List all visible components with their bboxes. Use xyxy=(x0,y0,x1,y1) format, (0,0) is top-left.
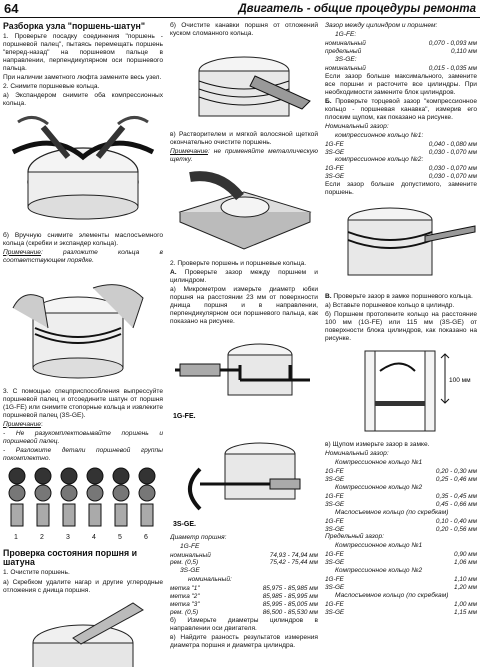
spec-engine: 1G-FE: xyxy=(335,31,357,39)
spec-key: номинальный xyxy=(325,64,366,72)
spec-engine: 3S-GE xyxy=(180,567,200,575)
item-label: Б. xyxy=(325,97,332,105)
spec-sub: Маслосъемное кольцо (по скребкам) xyxy=(335,508,449,516)
table-row xyxy=(325,601,477,609)
table-row xyxy=(325,165,477,173)
spec-sub: компрессионное кольцо №1: xyxy=(335,131,424,139)
note-label: Примечание xyxy=(3,420,41,428)
section-heading-check: Проверка состояния поршня и шатуна xyxy=(3,548,137,568)
spec-table xyxy=(325,601,477,617)
table-row xyxy=(325,493,477,501)
spec-sub: Компрессионное кольцо №2 xyxy=(335,567,423,575)
table-row xyxy=(325,65,477,73)
spec-key: 1G-FE xyxy=(325,140,344,148)
column-2 xyxy=(170,22,318,667)
table-row xyxy=(325,559,477,567)
paragraph: б) Вручную снимите элементы маслосъемного кольца (скребки и экспандер кольца). xyxy=(3,231,163,247)
table-row xyxy=(170,593,318,601)
spec-value: 85,985 - 85,995 мм xyxy=(262,593,318,601)
paragraph: в) Щупом измерьте зазор в замке. xyxy=(325,441,430,449)
spec-key: 3S-GE xyxy=(325,608,345,616)
page-header xyxy=(0,0,480,18)
spec-table xyxy=(325,468,477,484)
table-row xyxy=(325,173,477,181)
spec-table-ring1 xyxy=(325,141,477,157)
spec-key: рем. (0,5) xyxy=(170,608,199,616)
spec-value: 0,030 - 0,070 мм xyxy=(428,148,477,156)
spec-key: 3S-GE xyxy=(325,583,345,591)
spec-value: 0,20 - 0,30 мм xyxy=(435,468,477,476)
spec-value: 0,20 - 0,56 мм xyxy=(435,525,477,533)
table-row xyxy=(325,609,477,617)
spec-table-1gfe xyxy=(170,552,318,568)
spec-key: 1G-FE xyxy=(325,576,344,584)
spec-key: предельный xyxy=(325,47,362,55)
figure-brush-tray xyxy=(170,167,318,255)
figure-ring-expander xyxy=(3,112,163,227)
spec-value: 86,500 - 85,530 мм xyxy=(262,608,318,616)
column-3 xyxy=(325,22,477,667)
spec-sub: Компрессионное кольцо №1 xyxy=(335,459,423,467)
spec-value: 0,90 мм xyxy=(454,551,477,559)
spec-key: 1G-FE xyxy=(325,551,344,559)
spec-key: номинальный xyxy=(325,40,366,48)
note-text: - Не разукомплектовывайте поршень и поршневой палец. xyxy=(3,429,163,445)
spec-engine: 3S-GE: xyxy=(335,55,357,63)
spec-table xyxy=(325,576,477,592)
spec-table-gap-3sge xyxy=(325,65,477,73)
spec-engine: 1G-FE xyxy=(180,542,200,550)
spec-table-ring2 xyxy=(325,165,477,181)
table-row xyxy=(325,576,477,584)
spec-sub: компрессионное кольцо №2: xyxy=(335,156,424,164)
note-text: : разложите кольца в соответствующем порядке. xyxy=(3,248,163,264)
paragraph: б) Поршнем протолкните кольцо на расстояние 100 мм (1G-FE) или 115 мм (3S-GE) от поверхности блока цилиндров, как показано на рисунке. xyxy=(325,311,477,343)
paragraph: 1. Проверьте посадку соединения "поршень - поршневой палец", пытаясь перемещать поршень "вперед-назад" на поршневом пальце в направлении, перпендикулярном оси поршневого пальца. xyxy=(3,33,163,73)
table-row xyxy=(170,559,318,567)
table-row xyxy=(325,518,477,526)
figure-number: 4 xyxy=(92,533,96,541)
spec-table xyxy=(325,551,477,567)
table-row xyxy=(325,149,477,157)
figure-scraper xyxy=(3,598,163,667)
spec-value: 0,45 - 0,66 мм xyxy=(435,500,477,508)
spec-key: 3S-GE xyxy=(325,476,345,484)
spec-key: метка "3" xyxy=(170,600,200,608)
table-row xyxy=(170,585,318,593)
figure-number: 2 xyxy=(40,533,44,541)
figure-oil-ring xyxy=(3,268,163,383)
spec-value: 0,25 - 0,46 мм xyxy=(435,476,477,484)
paragraph: 2. Проверьте поршень и поршневые кольца. xyxy=(170,260,307,268)
figure-number: 5 xyxy=(118,533,122,541)
spec-key: 3S-GE xyxy=(325,173,345,181)
spec-sub: Компрессионное кольцо №2 xyxy=(335,484,423,492)
table-row xyxy=(170,552,318,560)
figure-label-3sge: 3S-GE. xyxy=(173,520,196,528)
spec-value: 0,040 - 0,080 мм xyxy=(428,140,477,148)
spec-value: 0,030 - 0,070 мм xyxy=(428,173,477,181)
spec-sub: Маслосъемное кольцо (по скребкам) xyxy=(335,591,449,599)
figure-label-1gfe: 1G-FE. xyxy=(173,412,196,420)
spec-value: 0,10 - 0,40 мм xyxy=(435,517,477,525)
section-heading-disassembly: Разборка узла "поршень-шатун" xyxy=(3,22,146,31)
table-row xyxy=(325,551,477,559)
paragraph: а) Микрометром измерьте диаметр юбки поршня на расстоянии 23 мм от поверхности днища поршня и в направлении, перпендикулярном оси поршневого пальца, как показано на рисунке. xyxy=(170,286,318,326)
paragraph: б) Измерьте диаметры цилиндров в направлении оси двигателя. xyxy=(170,616,318,632)
item-label: А. xyxy=(170,269,177,277)
spec-title: Диаметр поршня: xyxy=(170,533,227,541)
paragraph: Если зазор больше максимального, замените все поршни и расточите все цилиндры. При необходимости замените блок цилиндров. xyxy=(325,72,477,96)
spec-value: 85,975 - 85,985 мм xyxy=(262,585,318,593)
spec-title: Зазор между цилиндром и поршнем: xyxy=(325,22,438,29)
paragraph: а) Вставьте поршневое кольцо в цилиндр. xyxy=(325,302,455,310)
spec-value: 1,20 мм xyxy=(454,583,477,591)
paragraph: Проверьте торцевой зазор "компрессионное кольцо - поршневая канавка", измерив его плоским щупом, как показано на рисунке. xyxy=(325,97,477,121)
figure-number: 1 xyxy=(14,533,18,541)
column-1: Разборка узла "поршень-шатун" 1. Проверьте посадку соединения "поршень - поршневой палец", пытаясь перемещать поршень "вперед-назад" на поршневом пальце в направлении, перпендикулярном оси поршневого пальца. При наличии заметного люфта замените весь узел. 2. Снимите поршневые кольца. а) Экспандером снимите оба компрессионных кольца. б) Вручную снимите элементы маслосъемного кольца (скребки и экспандер кольца). Примечание: разложите кольца в соответствующем порядке. 3. С помощью спецприспособления выпрессуйте поршневой палец и отсоедините шатун от поршня (1G-FE) или снимите стопорные кольца и извлеките поршневой палец (3S-GE). Примечание: - Не разукомплектовывайте поршень и поршневой палец. - Разложите детали поршневой группы покомплектно. 1 2 3 4 5 6 Проверка состояния поршня и шатуна 1. Очистите поршень. а) Скребком удалите нагар и другие углеродные отложения с днища поршня. xyxy=(3,22,163,667)
paragraph: 1. Очистите поршень. xyxy=(3,569,70,577)
spec-title: Номинальный зазор: xyxy=(325,122,389,130)
figure-feeler-gauge xyxy=(325,200,477,288)
figure-groove-clean xyxy=(170,41,318,126)
spec-value: 1,06 мм xyxy=(454,559,477,567)
table-row xyxy=(325,141,477,149)
spec-key: 3S-GE xyxy=(325,148,345,156)
spec-value: 85,995 - 85,005 мм xyxy=(262,600,318,608)
paragraph: а) Экспандером снимите оба компрессионных кольца. xyxy=(3,92,163,108)
spec-value: 74,93 - 74,94 мм xyxy=(269,551,318,559)
table-row xyxy=(325,584,477,592)
page-number: 64 xyxy=(4,1,19,16)
paragraph: 2. Снимите поршневые кольца. xyxy=(3,83,100,91)
paragraph: а) Скребком удалите нагар и другие углеродные отложения с днища поршня. xyxy=(3,578,163,594)
spec-sub: номинальный: xyxy=(188,576,232,584)
spec-key: 1G-FE xyxy=(325,600,344,608)
spec-key: 1G-FE xyxy=(325,468,344,476)
figure-micrometer-3sge xyxy=(170,429,318,529)
note-label: Примечание xyxy=(3,248,41,256)
table-row xyxy=(325,501,477,509)
paragraph: Если зазор больше допустимого, замените поршень. xyxy=(325,181,477,197)
spec-value: 0,35 - 0,45 мм xyxy=(435,493,477,501)
paragraph: б) Очистите канавки поршня от отложений куском сломанного кольца. xyxy=(170,22,318,38)
spec-key: 1G-FE xyxy=(325,493,344,501)
spec-value: 0,030 - 0,070 мм xyxy=(428,165,477,173)
table-row xyxy=(325,468,477,476)
page-title: Двигатель - общие процедуры ремонта xyxy=(238,3,476,15)
spec-value: 0,070 - 0,093 мм xyxy=(428,40,477,48)
table-row xyxy=(170,609,318,617)
spec-value: 1,00 мм xyxy=(454,600,477,608)
spec-key: 3S-GE xyxy=(325,559,345,567)
figure-number: 3 xyxy=(66,533,70,541)
table-row xyxy=(325,40,477,48)
paragraph: При наличии заметного люфта замените весь узел. xyxy=(3,74,162,82)
spec-key: метка "2" xyxy=(170,593,200,601)
spec-title: Номинальный зазор: xyxy=(325,450,389,458)
spec-key: 3S-GE xyxy=(325,500,345,508)
paragraph: Проверьте зазор в замке поршневого кольца. xyxy=(331,293,473,301)
figure-dimension-label: 100 мм xyxy=(449,377,471,385)
table-row xyxy=(325,476,477,484)
paragraph: в) Найдите разность результатов измерения диаметра поршня и диаметра цилиндра. xyxy=(170,633,318,649)
note-label: Примечание xyxy=(170,148,208,156)
table-row xyxy=(325,48,477,56)
table-row xyxy=(170,601,318,609)
spec-table xyxy=(325,493,477,509)
figure-ring-in-cylinder xyxy=(325,346,477,436)
figure-number: 6 xyxy=(144,533,148,541)
note-text: - Разложите детали поршневой группы покомплектно. xyxy=(3,446,163,462)
spec-key: метка "1" xyxy=(170,585,200,593)
spec-value: 0,015 - 0,035 мм xyxy=(428,64,477,72)
spec-key: 1G-FE xyxy=(325,517,344,525)
item-label: В. xyxy=(325,293,332,301)
spec-value: 1,10 мм xyxy=(454,576,477,584)
figure-parts-layout xyxy=(3,466,163,544)
paragraph: 3. С помощью спецприспособления выпрессуйте поршневой палец и отсоедините шатун от поршня (1G-FE) или снимите стопорные кольца и извлеките поршневой палец (3S-GE). xyxy=(3,387,163,419)
spec-table xyxy=(325,518,477,534)
spec-value: 1,15 мм xyxy=(454,608,477,616)
spec-key: рем. (0,5) xyxy=(170,559,199,567)
spec-table-gap-1gfe xyxy=(325,40,477,56)
spec-key: 3S-GE xyxy=(325,525,345,533)
spec-key: номинальный xyxy=(170,551,211,559)
spec-value: 75,42 - 75,44 мм xyxy=(269,559,318,567)
spec-table-3sge xyxy=(170,585,318,616)
paragraph: в) Растворителем и мягкой волосяной щеткой окончательно очистите поршень. xyxy=(170,131,318,147)
figure-micrometer-1gfe xyxy=(170,330,318,422)
spec-value: 0,110 мм xyxy=(450,47,477,55)
paragraph: Проверьте зазор между поршнем и цилиндром. xyxy=(170,269,318,285)
spec-key: 1G-FE xyxy=(325,165,344,173)
spec-title: Предельный зазор: xyxy=(325,533,384,541)
note-text: : не применяйте металлическую щетку. xyxy=(170,148,318,164)
spec-sub: Компрессионное кольцо №1 xyxy=(335,542,423,550)
